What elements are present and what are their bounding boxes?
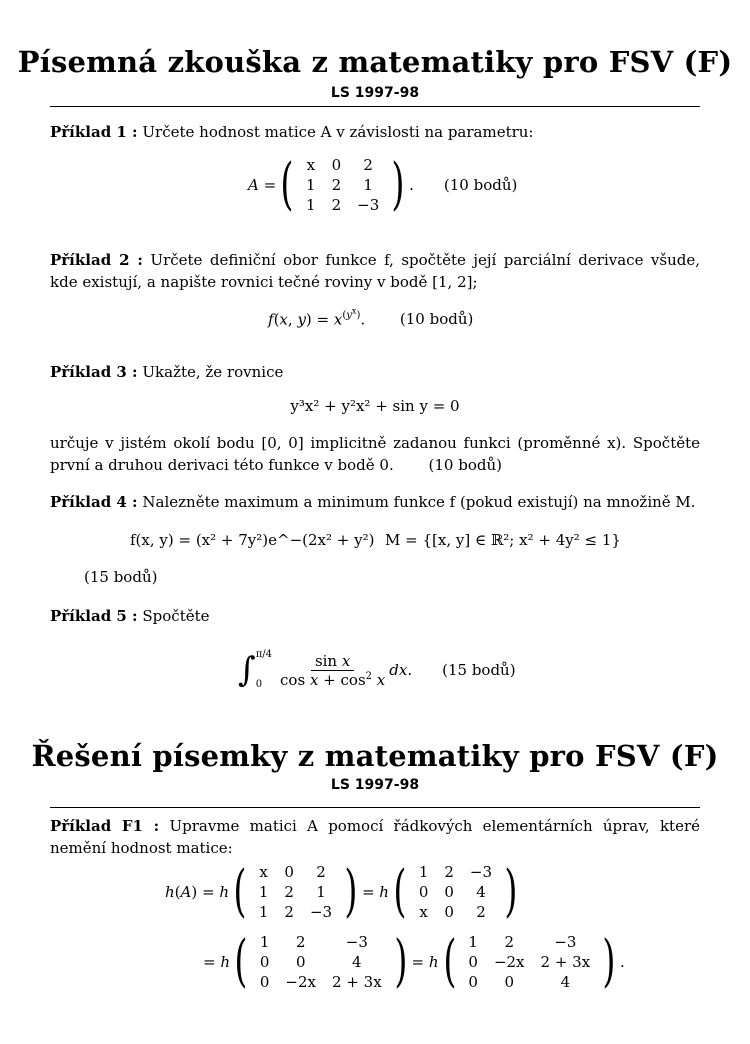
- divider: [50, 106, 700, 107]
- matrix-d: 1 2 −3 0 −2x 2 + 3x 0 0 4: [468, 933, 591, 991]
- problem-text: Ukažte, že rovnice: [142, 363, 284, 381]
- problem-text: Určete hodnost matice A v závislosti na parametru:: [142, 123, 534, 141]
- problem-4-set: M = {[x, y] ∈ ℝ²; x² + 4y² ≤ 1}: [385, 531, 621, 549]
- problem-3-continuation: určuje v jistém okolí bodu [0, 0] implicitně zadanou funkci (proměnné x). Spočtěte první a druhou derivaci této funkce v bodě 0. (10 bodů): [50, 434, 700, 474]
- points: (15 bodů): [442, 661, 516, 679]
- problem-3: [50, 361, 700, 383]
- points: (15 bodů): [84, 568, 158, 586]
- exam-title: Písemná zkouška z matematiky pro FSV (F): [17, 45, 733, 79]
- problem-label: Příklad 5 :: [50, 607, 138, 625]
- points: (10 bodů): [428, 456, 502, 474]
- exam-term: LS 1997-98: [330, 85, 420, 101]
- problem-4-formula: f(x, y) = (x² + 7y²)e^−(2x² + y²): [130, 531, 375, 549]
- matrix-a-equation: A = ( x 0 2 1 2 1 1 2 −3 ) . (10 bodů): [248, 152, 518, 217]
- divider: [50, 807, 700, 808]
- problem-text: Spočtěte: [142, 607, 210, 625]
- matrix-a-copy: x 0 2 1 2 1 1 2 −3: [258, 863, 333, 921]
- problem-3-formula: y³x² + y²x² + sin y = 0: [290, 397, 460, 415]
- solutions-title: Řešení písemky z matematiky pro FSV (F): [31, 739, 719, 773]
- problem-label: Příklad F1 :: [50, 817, 160, 835]
- points: (10 bodů): [443, 176, 518, 194]
- problem-text: Určete definiční obor funkce f, spočtěte její parciální derivace všude, kde existují, a napište rovnici tečné roviny v bodě [1, 2];: [50, 251, 700, 291]
- problem-text: Upravme matici A pomocí řádkových elementárních úprav, které nemění hodnost matice:: [50, 817, 700, 857]
- solutions-term: LS 1997-98: [330, 777, 420, 793]
- problem-label: Příklad 1 :: [50, 123, 138, 141]
- problem-5-integral: ∫ π/4 0 sin x $\cos x + \cos^2 x$ dx. (15 bodů): [238, 649, 516, 690]
- matrix-reduction-line-1: h(A) = h ( x 0 2 1 2 1 1 2 −3 ) = h ( 1 2 −3 0 0 4 x 0 2 ): [165, 859, 518, 924]
- problem-label: Příklad 3 :: [50, 363, 138, 381]
- problem-4: [50, 491, 700, 513]
- matrix-a: x 0 2 1 2 1 1 2 −3: [306, 156, 380, 214]
- matrix-b: 1 2 −3 0 0 4 x 0 2: [418, 863, 493, 921]
- problem-5: [50, 605, 700, 627]
- problem-1: [50, 121, 700, 143]
- problem-2-formula: f(x, $y) = x^{(y^x)}$. (10 bodů): [268, 307, 474, 329]
- matrix-reduction-line-2: = h ( 1 2 −3 0 0 4 0 −2x 2 + 3x ) = h ( 1 2 −3 0 −2x 2 + 3x 0 0 4 ) .: [203, 929, 625, 994]
- problem-text: Nalezněte maximum a minimum funkce f (pokud existují) na množině M.: [142, 493, 696, 511]
- problem-label: Příklad 2 :: [50, 251, 143, 269]
- matrix-c: 1 2 −3 0 0 4 0 −2x 2 + 3x: [259, 933, 382, 991]
- points: (10 bodů): [399, 310, 474, 329]
- problem-2: [50, 249, 700, 293]
- problem-label: Příklad 4 :: [50, 493, 138, 511]
- solution-f1: [50, 815, 700, 859]
